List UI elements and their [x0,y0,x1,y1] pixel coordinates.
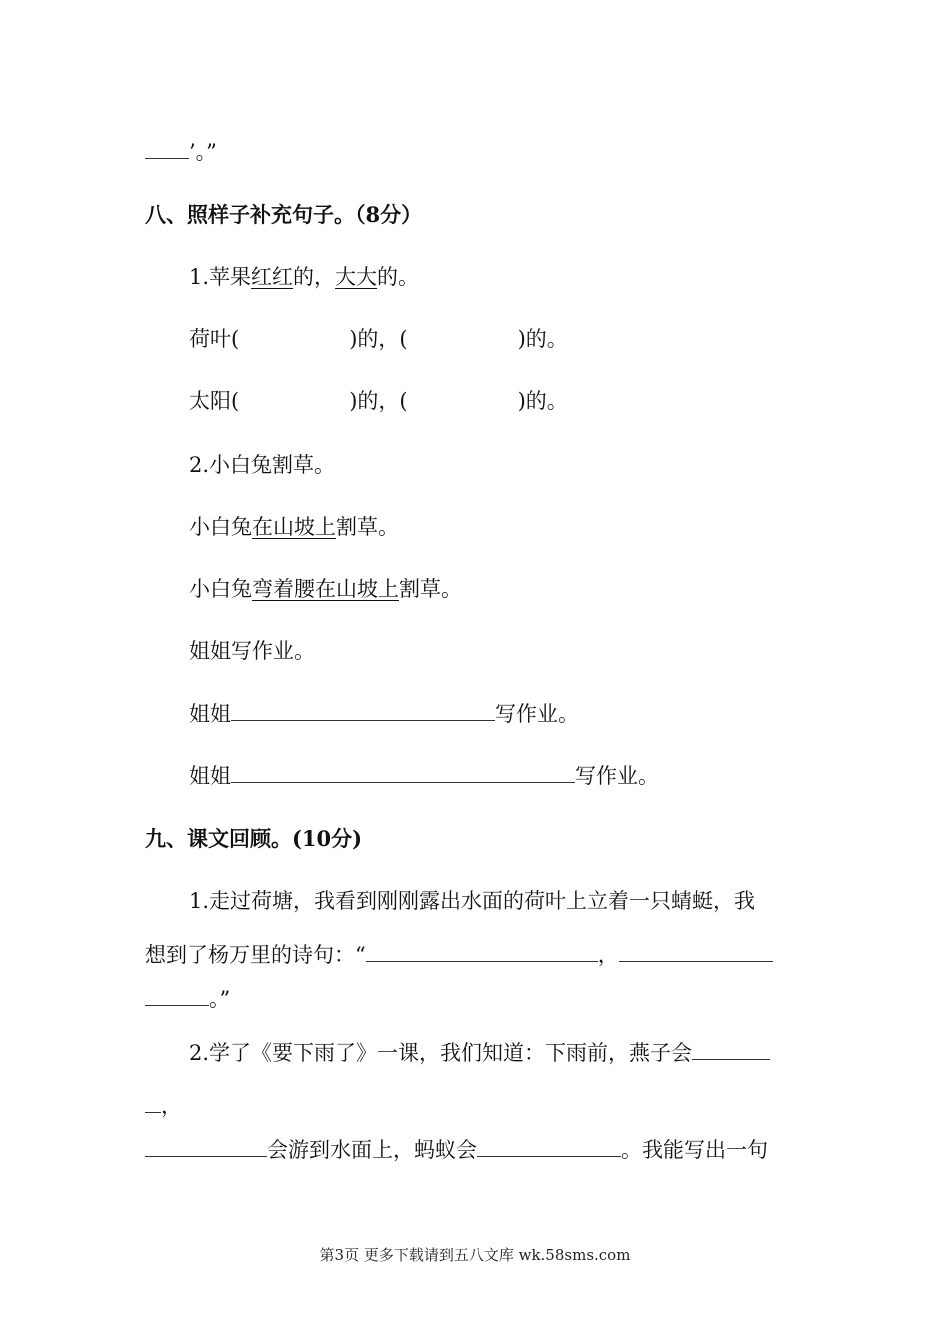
answer-blank[interactable] [619,941,773,962]
section-8-title: 八、照样子补充句子。（8分） [145,202,423,227]
q9-1-line-2: 想到了杨万里的诗句：“ ， [145,941,773,969]
answer-blank[interactable] [692,1039,770,1060]
q8-2-base: 2.小白兔割草。 [189,453,336,477]
q8-2-example-2: 小白兔弯着腰在山坡上割草。 [189,577,462,601]
continuation-line [145,138,217,166]
q8-2-example-1: 小白兔在山坡上割草。 [189,515,399,539]
q9-2-line-2: ， [145,1092,182,1120]
continuation-tail: ’。” [189,140,217,164]
q9-2-line-1: 2.学了《要下雨了》一课，我们知道：下雨前，燕子会 [189,1039,770,1067]
page-footer: 第3页 更多下载请到五八文库 wk.58sms.com [319,1246,631,1264]
q9-1-line-1: 1.走过荷塘，我看到刚刚露出水面的荷叶上立着一只蜻蜓，我 [189,889,756,913]
answer-blank[interactable] [477,1136,621,1157]
underlined-example: 红红 [251,265,294,289]
q8-1-example: 1.苹果红红的，大大的。 [189,265,420,289]
answer-blank[interactable] [366,941,598,962]
section-9-title: 九、课文回顾。(10分) [145,826,363,851]
q8-1-row-sun: 太阳( )的，( )的。 [189,389,568,413]
q8-2-task-2: 姐姐 写作业。 [189,764,659,788]
q8-2-task-base: 姐姐写作业。 [189,639,315,663]
q9-1-line-3: 。” [145,985,230,1013]
underlined-example: 大大 [335,265,378,289]
answer-blank[interactable] [145,1136,267,1157]
q9-2-line-3: 会游到水面上，蚂蚁会 。我能写出一句 [145,1136,768,1164]
q8-1-row-lotus: 荷叶( )的，( )的。 [189,327,568,351]
answer-blank[interactable] [145,1092,161,1113]
answer-blank[interactable] [145,138,189,159]
q8-2-task-1: 姐姐 写作业。 [189,702,579,726]
underlined-example: 弯着腰在山坡上 [252,577,399,601]
answer-blank[interactable] [231,700,495,721]
answer-blank[interactable] [145,985,209,1006]
answer-blank[interactable] [231,762,575,783]
underlined-example: 在山坡上 [252,515,336,539]
